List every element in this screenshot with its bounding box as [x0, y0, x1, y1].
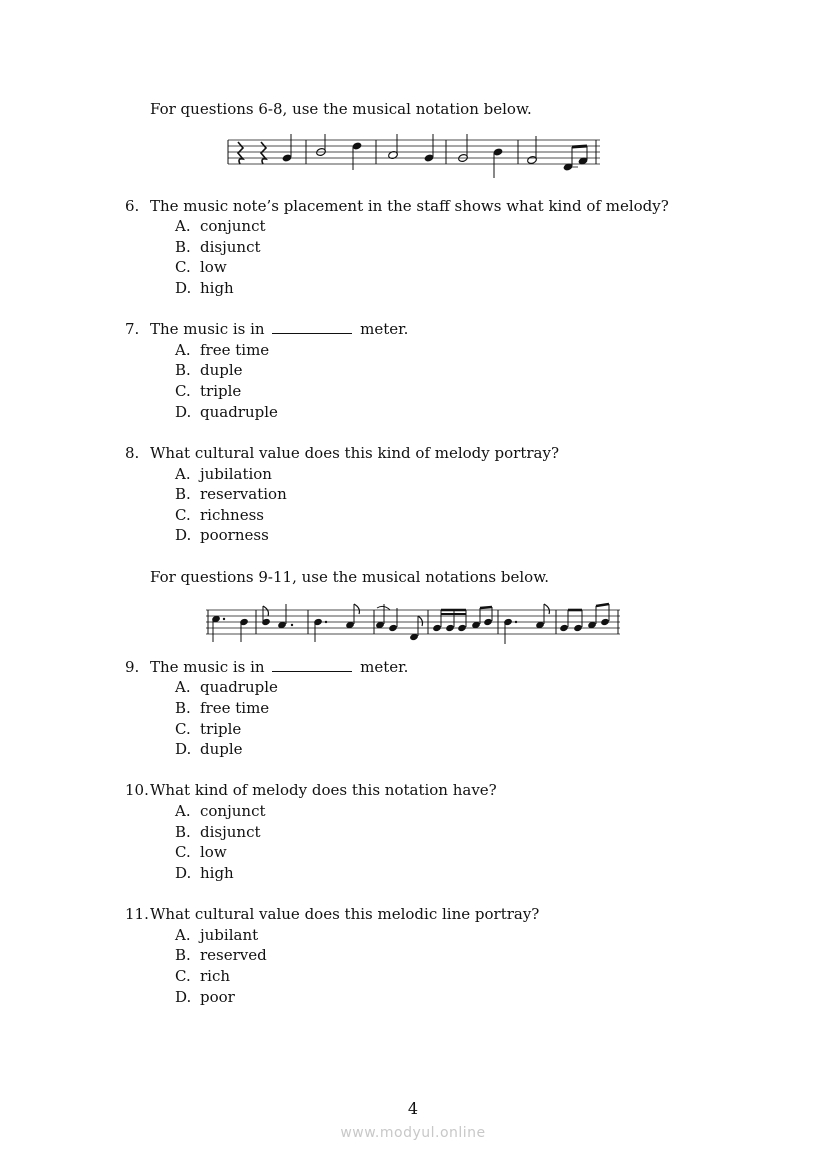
question-8-number: 8. [125, 444, 140, 462]
question-text-before: The music is in [150, 320, 265, 338]
instruction-questions-9-11: For questions 9-11, use the musical notations below. [150, 568, 550, 586]
question-9-number: 9. [125, 658, 140, 676]
question-10-number: 10. [125, 781, 149, 799]
option-letter: C. [175, 843, 191, 861]
answer-blank[interactable] [272, 319, 352, 334]
q11-option-a[interactable] [175, 925, 258, 945]
question-9-text [150, 657, 408, 677]
q9-option-d[interactable] [175, 739, 243, 759]
option-text: triple [200, 720, 242, 738]
watermark: www.modyul.online [340, 1125, 486, 1141]
option-text: free time [200, 699, 270, 717]
option-text: quadruple [200, 403, 278, 421]
q8-option-b[interactable] [175, 484, 287, 504]
option-text: free time [200, 341, 270, 359]
q8-option-c[interactable] [175, 505, 264, 525]
option-letter: A. [175, 217, 191, 235]
question-7-text [150, 319, 408, 339]
option-text: poorness [200, 526, 269, 544]
option-letter: C. [175, 258, 191, 276]
option-letter: A. [175, 926, 191, 944]
option-text: disjunct [200, 823, 261, 841]
question-11-number: 11. [125, 905, 149, 923]
q10-option-c[interactable] [175, 842, 227, 862]
option-letter: D. [175, 864, 192, 882]
q9-option-b[interactable] [175, 698, 269, 718]
option-text: duple [200, 740, 243, 758]
option-text: reservation [200, 485, 287, 503]
question-text-after: meter. [360, 658, 409, 676]
q6-option-d[interactable] [175, 278, 234, 298]
q8-option-a[interactable] [175, 464, 272, 484]
q11-option-b[interactable] [175, 945, 267, 965]
instruction-questions-6-8: For questions 6-8, use the musical notation below. [150, 100, 532, 118]
answer-blank[interactable] [272, 657, 352, 672]
q10-option-a[interactable] [175, 801, 266, 821]
q11-option-d[interactable] [175, 987, 235, 1007]
option-text: high [200, 279, 234, 297]
q7-option-c[interactable] [175, 381, 241, 401]
option-text: reserved [200, 946, 267, 964]
option-text: low [200, 258, 227, 276]
option-letter: A. [175, 341, 191, 359]
option-letter: A. [175, 465, 191, 483]
option-letter: C. [175, 382, 191, 400]
option-text: poor [200, 988, 235, 1006]
question-11-text: What cultural value does this melodic line portray? [150, 905, 540, 923]
option-letter: A. [175, 678, 191, 696]
option-letter: A. [175, 802, 191, 820]
option-letter: D. [175, 279, 192, 297]
question-text-after: meter. [360, 320, 409, 338]
q6-option-c[interactable] [175, 257, 227, 277]
q6-option-b[interactable] [175, 237, 261, 257]
music-staff-1 [226, 134, 602, 180]
option-text: conjunct [200, 802, 266, 820]
option-text: jubilant [200, 926, 259, 944]
q8-option-d[interactable] [175, 525, 269, 545]
option-text: jubilation [200, 465, 272, 483]
option-text: quadruple [200, 678, 278, 696]
option-text: rich [200, 967, 231, 985]
question-7-number: 7. [125, 320, 140, 338]
q6-option-a[interactable] [175, 216, 266, 236]
option-text: duple [200, 361, 243, 379]
option-letter: C. [175, 506, 191, 524]
question-6-number: 6. [125, 197, 140, 215]
question-6-text: The music note’s placement in the staff shows what kind of melody? [150, 197, 669, 215]
option-letter: D. [175, 988, 192, 1006]
option-letter: B. [175, 485, 191, 503]
question-8-text: What cultural value does this kind of melody portray? [150, 444, 559, 462]
option-letter: C. [175, 720, 191, 738]
q7-option-b[interactable] [175, 360, 243, 380]
question-10-text: What kind of melody does this notation have? [150, 781, 497, 799]
q9-option-c[interactable] [175, 719, 241, 739]
q10-option-d[interactable] [175, 863, 234, 883]
option-letter: B. [175, 699, 191, 717]
page-number: 4 [407, 1099, 419, 1118]
question-text-before: The music is in [150, 658, 265, 676]
option-text: conjunct [200, 217, 266, 235]
option-text: low [200, 843, 227, 861]
option-text: triple [200, 382, 242, 400]
option-text: disjunct [200, 238, 261, 256]
option-letter: D. [175, 526, 192, 544]
option-letter: C. [175, 967, 191, 985]
option-letter: B. [175, 946, 191, 964]
option-letter: D. [175, 740, 192, 758]
option-letter: B. [175, 823, 191, 841]
music-staff-2 [204, 602, 622, 646]
q7-option-d[interactable] [175, 402, 278, 422]
option-text: richness [200, 506, 264, 524]
q11-option-c[interactable] [175, 966, 230, 986]
option-letter: D. [175, 403, 192, 421]
option-text: high [200, 864, 234, 882]
q9-option-a[interactable] [175, 677, 278, 697]
option-letter: B. [175, 361, 191, 379]
option-letter: B. [175, 238, 191, 256]
q7-option-a[interactable] [175, 340, 269, 360]
q10-option-b[interactable] [175, 822, 261, 842]
